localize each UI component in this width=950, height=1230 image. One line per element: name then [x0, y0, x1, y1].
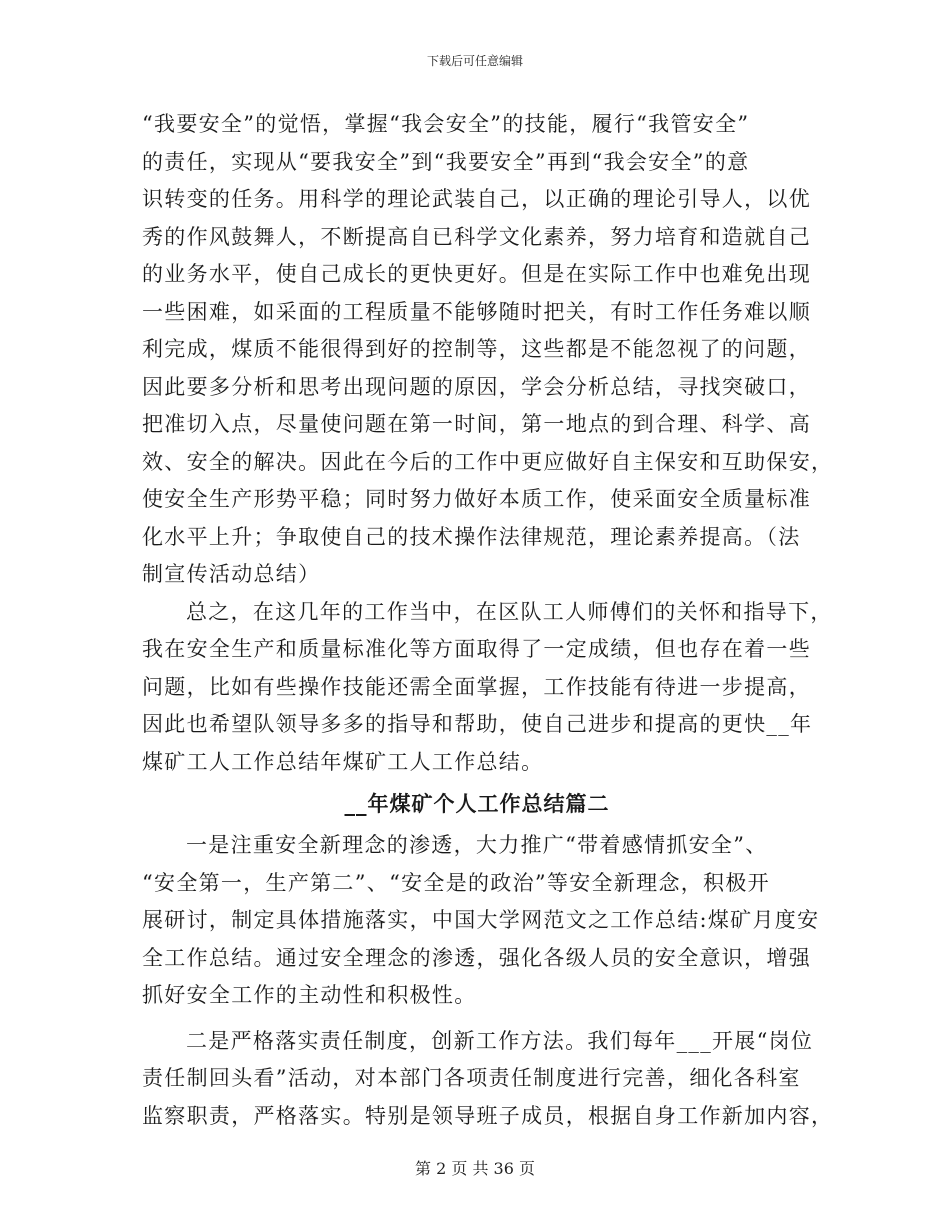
text-line: 化水平上升；争取使自己的技术操作法律规范，理论素养提高。（法: [142, 524, 801, 549]
paragraph-point-one: [142, 827, 820, 1015]
text-line: “安全第一，生产第二”、“安全是的政治”等安全新理念，积极开: [142, 870, 770, 895]
page-header: 下载后可任意编辑: [426, 54, 523, 68]
text-line: 问题，比如有些操作技能还需全面掌握，工作技能有待进一步提高，: [142, 674, 811, 699]
paragraph-continuation: [142, 106, 834, 594]
document-body: [142, 106, 834, 1135]
paragraph-summary: [142, 594, 833, 782]
text-line: “我要安全”的觉悟，掌握“我会安全”的技能，履行“我管安全”: [142, 112, 750, 136]
text-line: 煤矿工人工作总结年煤矿工人工作总结。: [142, 749, 544, 774]
text-line: 监察职责，严格落实。特别是领导班子成员，根据自身工作新加内容，: [142, 1103, 834, 1128]
section-heading: __年煤矿个人工作总结篇二: [344, 791, 610, 816]
page-footer: 第 2 页 共 36 页: [415, 1159, 535, 1178]
text-line: 效、安全的解决。因此在今后的工作中更应做好自主保安和互助保安，: [142, 449, 834, 474]
text-line: 展研讨，制定具体措施落实，中国大学网范文之工作总结:煤矿月度安: [142, 908, 820, 932]
text-line: 抓好安全工作的主动性和积极性。: [142, 983, 477, 1007]
text-line: 我在安全生产和质量标准化等方面取得了一定成绩，但也存在着一些: [142, 637, 811, 661]
text-line: 秀的作风鼓舞人，不断提高自已科学文化素养，努力培育和造就自己: [142, 224, 811, 249]
text-line: 责任制回头看”活动，对本部门各项责任制度进行完善，细化各科室: [142, 1066, 801, 1090]
text-line: 识转变的任务。用科学的理论武装自己，以正确的理论引导人，以优: [142, 187, 811, 211]
text-line: 二是严格落实责任制度，创新工作方法。我们每年___开展“岗位: [186, 1028, 814, 1053]
text-line: 把准切入点，尽量使问题在第一时间，第一地点的到合理、科学、高: [142, 412, 811, 436]
text-line: 一是注重安全新理念的渗透，大力推广“带着感情抓安全”、: [186, 833, 768, 857]
text-line: 使安全生产形势平稳；同时努力做好本质工作，使采面安全质量标准: [142, 487, 811, 511]
text-line: 的业务水平，使自己成长的更快更好。但是在实际工作中也难免出现: [142, 262, 811, 286]
text-line: 利完成，煤质不能很得到好的控制等，这些都是不能忽视了的问题，: [142, 337, 811, 361]
text-line: 总之，在这几年的工作当中，在区队工人师傅们的关怀和指导下，: [186, 599, 833, 624]
text-line: 制宣传活动总结）: [142, 562, 321, 586]
text-line: 全工作总结。通过安全理念的渗透，强化各级人员的安全意识，增强: [142, 945, 811, 970]
text-line: 因此也希望队领导多多的指导和帮助，使自己进步和提高的更快__年: [142, 712, 813, 736]
text-line: 一些困难，如采面的工程质量不能够随时把关，有时工作任务难以顺: [142, 299, 811, 324]
text-line: 的责任，实现从“要我安全”到“我要安全”再到“我会安全”的意: [142, 149, 750, 174]
text-line: 因此要多分析和思考出现问题的原因，学会分析总结，寻找突破口，: [142, 374, 811, 399]
paragraph-point-two: [142, 1023, 834, 1136]
